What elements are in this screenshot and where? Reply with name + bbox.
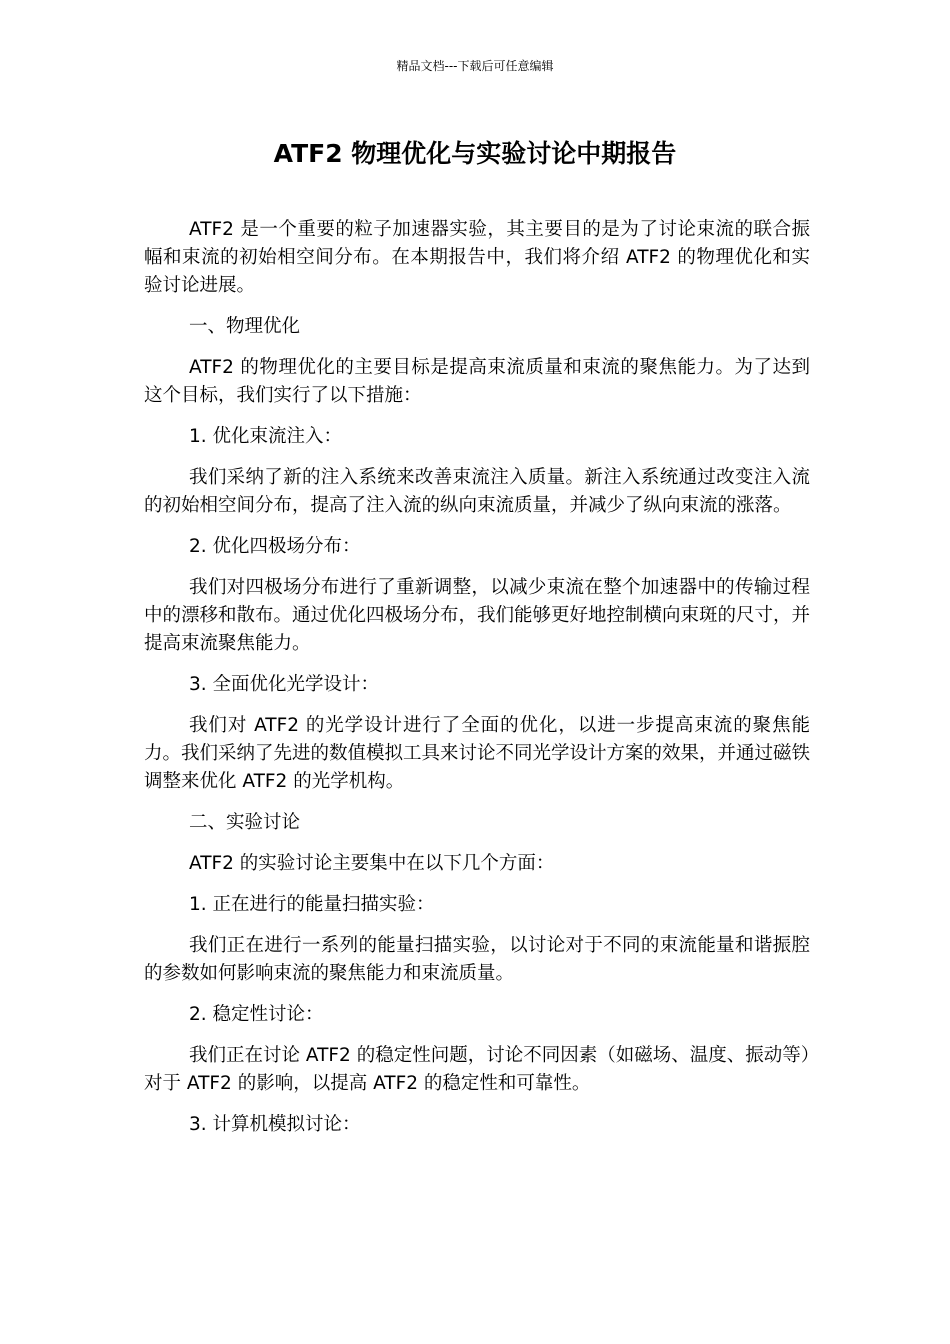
subheading-computer-simulation: 3. 计算机模拟讨论： (189, 1114, 361, 1135)
paragraph-physics-goal: ATF2 的物理优化的主要目标是提高束流质量和束流的聚焦能力。为了达到这个目标，我们实行了以下措施： (144, 357, 810, 406)
subheading-beam-injection: 1. 优化束流注入： (189, 426, 343, 447)
paragraph-experiment-intro: ATF2 的实验讨论主要集中在以下几个方面： (189, 853, 555, 874)
paragraph-quadrupole-field: 我们对四极场分布进行了重新调整，以减少束流在整个加速器中的传输过程中的漂移和散布。通过优化四极场分布，我们能够更好地控制横向束斑的尺寸，并提高束流聚焦能力。 (144, 577, 811, 654)
paragraph-stability: 我们正在讨论 ATF2 的稳定性问题，讨论不同因素（如磁场、温度、振动等）对于 ATF2 的影响，以提高 ATF2 的稳定性和可靠性。 (144, 1045, 810, 1094)
subheading-stability: 2. 稳定性讨论： (189, 1004, 324, 1025)
subheading-optics-design: 3. 全面优化光学设计： (189, 674, 380, 695)
paragraph-optics-design: 我们对 ATF2 的光学设计进行了全面的优化，以进一步提高束流的聚焦能力。我们采纳了先进的数值模拟工具来讨论不同光学设计方案的效果，并通过磁铁调整来优化 ATF2 的光学机构。 (144, 715, 811, 792)
paragraph-intro: ATF2 是一个重要的粒子加速器实验，其主要目的是为了讨论束流的联合振幅和束流的初始相空间分布。在本期报告中，我们将介绍 ATF2 的物理优化和实验讨论进展。 (144, 219, 810, 296)
document-title: ATF2 物理优化与实验讨论中期报告 (273, 139, 677, 168)
paragraph-beam-injection: 我们采纳了新的注入系统来改善束流注入质量。新注入系统通过改变注入流的初始相空间分布，提高了注入流的纵向束流质量，并减少了纵向束流的涨落。 (144, 467, 810, 516)
paragraph-energy-scan: 我们正在进行一系列的能量扫描实验，以讨论对于不同的束流能量和谐振腔的参数如何影响束流的聚焦能力和束流质量。 (144, 935, 810, 984)
subheading-quadrupole-field: 2. 优化四极场分布： (189, 536, 361, 557)
subheading-energy-scan: 1. 正在进行的能量扫描实验： (189, 894, 435, 915)
page-header: 精品文档---下载后可任意编辑 (396, 59, 554, 73)
section-heading-experiment: 二、实验讨论 (189, 812, 301, 833)
section-heading-physics-optimization: 一、物理优化 (189, 316, 301, 337)
document-body (144, 216, 810, 1152)
